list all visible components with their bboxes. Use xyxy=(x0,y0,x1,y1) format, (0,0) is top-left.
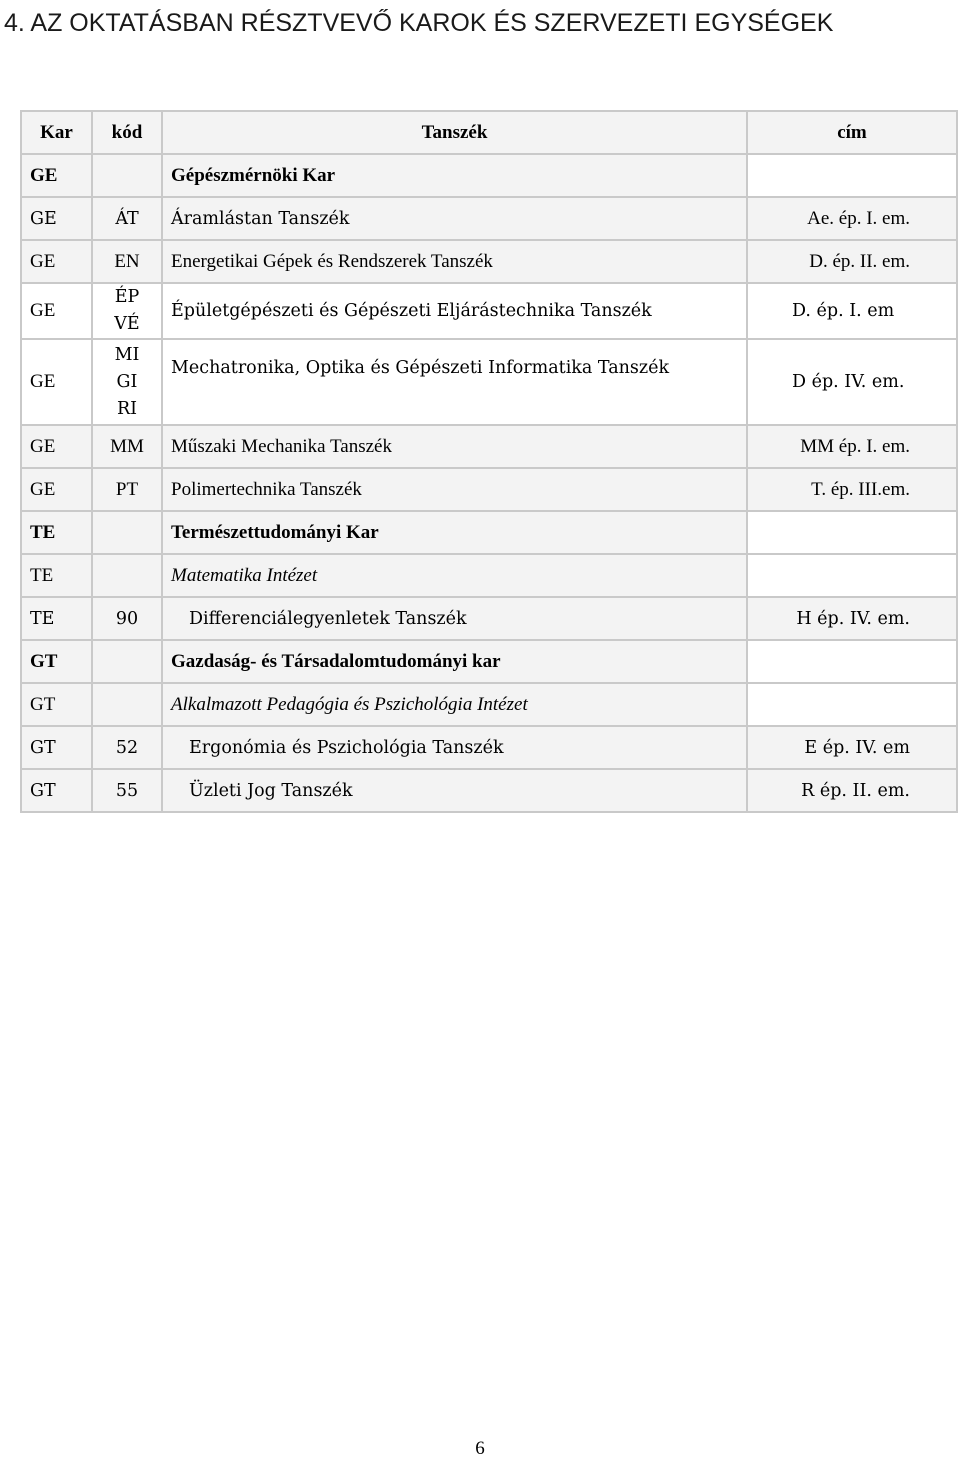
tanszek-cell: Differenciálegyenletek Tanszék xyxy=(162,597,747,640)
tanszek-cell: Ergonómia és Pszichológia Tanszék xyxy=(162,726,747,769)
cim-cell xyxy=(747,683,957,726)
kod-cell xyxy=(92,683,162,726)
cim-cell xyxy=(747,640,957,683)
cim-cell: MM ép. I. em. xyxy=(747,425,957,468)
table-row xyxy=(21,640,957,683)
kod-cell xyxy=(92,511,162,554)
cim-cell xyxy=(747,511,957,554)
cim-cell: E ép. IV. em xyxy=(747,726,957,769)
tanszek-cell: Matematika Intézet xyxy=(162,554,747,597)
kar-cell: GE xyxy=(21,240,92,283)
tanszek-cell: Épületgépészeti és Gépészeti Eljárástechnika Tanszék xyxy=(162,283,747,339)
table-row xyxy=(21,154,957,197)
header-kar: Kar xyxy=(21,111,92,154)
kod-cell: 52 xyxy=(92,726,162,769)
table-row xyxy=(21,197,957,240)
kar-cell: GT xyxy=(21,683,92,726)
kod-cell: MM xyxy=(92,425,162,468)
kod-line: ÉP xyxy=(114,287,140,307)
kar-cell: TE xyxy=(21,554,92,597)
departments-table xyxy=(20,110,958,813)
tanszek-cell: Energetikai Gépek és Rendszerek Tanszék xyxy=(162,240,747,283)
table-row xyxy=(21,240,957,283)
kod-line: GI xyxy=(116,371,138,392)
cim-cell: D. ép. II. em. xyxy=(747,240,957,283)
cim-cell: H ép. IV. em. xyxy=(747,597,957,640)
cim-cell xyxy=(747,554,957,597)
kod-cell xyxy=(92,339,162,425)
header-cim: cím xyxy=(747,111,957,154)
cim-cell: T. ép. III.em. xyxy=(747,468,957,511)
tanszek-cell: Üzleti Jog Tanszék xyxy=(162,769,747,812)
kar-cell: GT xyxy=(21,640,92,683)
kar-cell: GE xyxy=(21,197,92,240)
kod-cell xyxy=(92,154,162,197)
table-row xyxy=(21,554,957,597)
tanszek-cell: Polimertechnika Tanszék xyxy=(162,468,747,511)
kar-cell: GE xyxy=(21,425,92,468)
kar-cell: GT xyxy=(21,769,92,812)
kod-line: RI xyxy=(116,398,138,419)
tanszek-cell: Alkalmazott Pedagógia és Pszichológia Intézet xyxy=(162,683,747,726)
tanszek-cell: Műszaki Mechanika Tanszék xyxy=(162,425,747,468)
kod-line: VÉ xyxy=(114,314,140,334)
kod-cell: EN xyxy=(92,240,162,283)
kod-cell: ÁT xyxy=(92,197,162,240)
tanszek-cell: Gazdaság- és Társadalomtudományi kar xyxy=(162,640,747,683)
header-kod: kód xyxy=(92,111,162,154)
kod-cell: PT xyxy=(92,468,162,511)
kod-cell: 55 xyxy=(92,769,162,812)
kod-line: MI xyxy=(114,344,140,365)
kar-cell: TE xyxy=(21,597,92,640)
section-heading: 4. AZ OKTATÁSBAN RÉSZTVEVŐ KAROK ÉS SZERVEZETI EGYSÉGEK xyxy=(4,9,834,37)
kar-cell: GT xyxy=(21,726,92,769)
kod-cell: 90 xyxy=(92,597,162,640)
table-row xyxy=(21,769,957,812)
table-row xyxy=(21,425,957,468)
table-row xyxy=(21,597,957,640)
cim-cell: D ép. IV. em. xyxy=(747,339,957,425)
table-row xyxy=(21,468,957,511)
kod-cell xyxy=(92,283,162,339)
table-row xyxy=(21,283,957,339)
tanszek-cell: Természettudományi Kar xyxy=(162,511,747,554)
header-tanszek: Tanszék xyxy=(162,111,747,154)
cim-cell: R ép. II. em. xyxy=(747,769,957,812)
kod-cell xyxy=(92,640,162,683)
kod-cell xyxy=(92,554,162,597)
kar-cell: GE xyxy=(21,283,92,339)
table-row xyxy=(21,726,957,769)
table-header-row xyxy=(21,111,957,154)
page-number: 6 xyxy=(475,1438,485,1459)
cim-cell: Ae. ép. I. em. xyxy=(747,197,957,240)
kar-cell: GE xyxy=(21,339,92,425)
kar-cell: GE xyxy=(21,154,92,197)
table-row xyxy=(21,683,957,726)
tanszek-cell: Áramlástan Tanszék xyxy=(162,197,747,240)
cim-cell: D. ép. I. em xyxy=(747,283,957,339)
table-row xyxy=(21,511,957,554)
kar-cell: TE xyxy=(21,511,92,554)
tanszek-cell: Gépészmérnöki Kar xyxy=(162,154,747,197)
cim-cell xyxy=(747,154,957,197)
tanszek-cell: Mechatronika, Optika és Gépészeti Informatika Tanszék xyxy=(162,339,747,425)
kar-cell: GE xyxy=(21,468,92,511)
table-row xyxy=(21,339,957,425)
